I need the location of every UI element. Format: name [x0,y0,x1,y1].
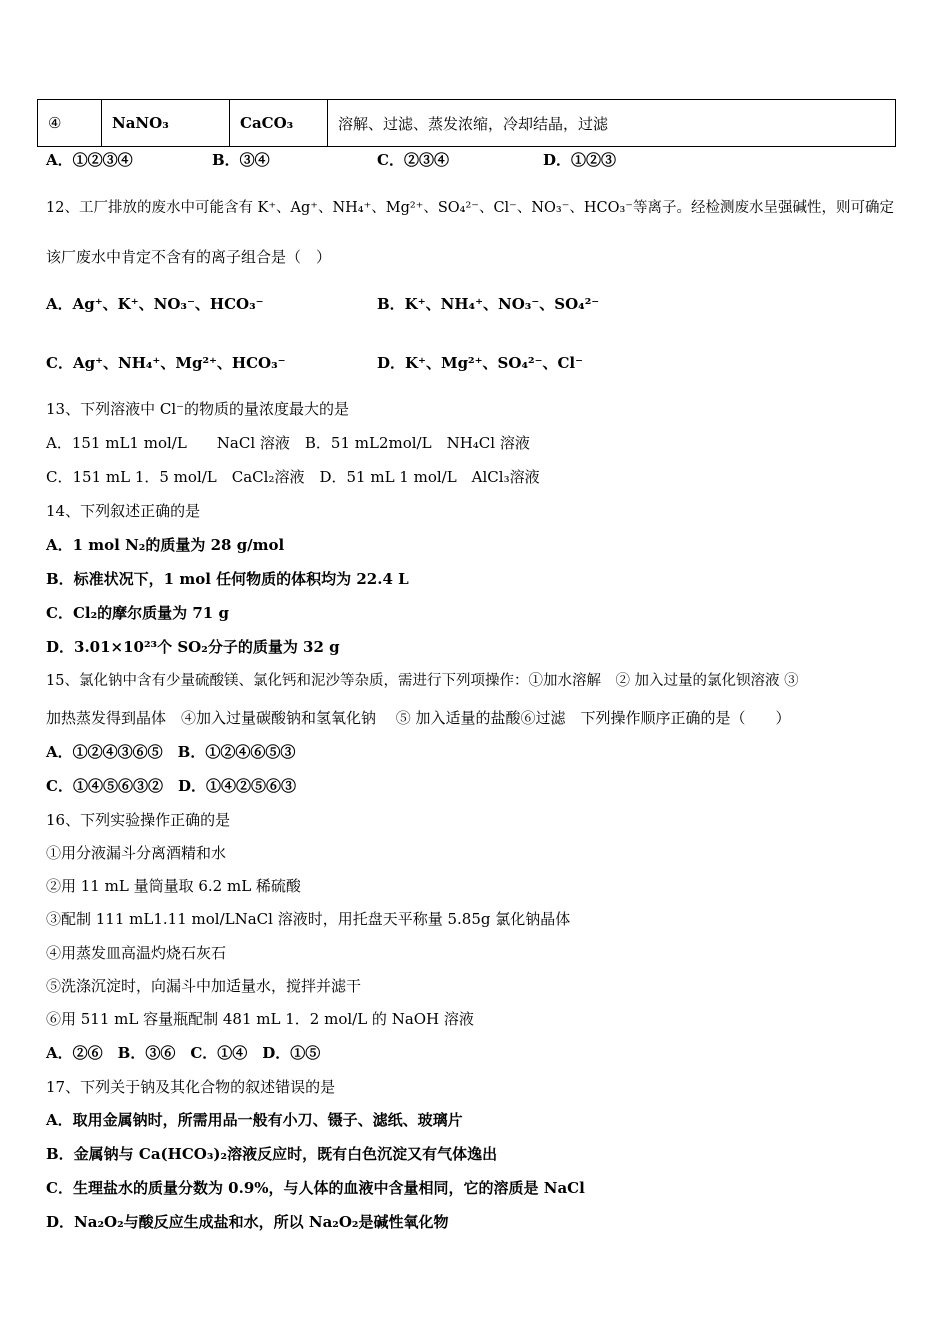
q12-option-a: A．Ag⁺、K⁺、NO₃⁻、HCO₃⁻ [46,295,264,313]
q15-stem-line2: 加热蒸发得到晶体 ④加入过量碳酸钠和氢氧化钠 ⑤ 加入适量的盐酸⑥过滤 下列操作顺序正确的是（ ） [46,709,791,727]
q17-option-d: D．Na₂O₂与酸反应生成盐和水，所以 Na₂O₂是碱性氧化物 [46,1213,449,1231]
method: 溶解、过滤、蒸发浓缩，冷却结晶，过滤 [328,100,896,147]
q16-item-2: ②用 11 mL 量筒量取 6.2 mL 稀硫酸 [46,877,301,895]
q16-item-6: ⑥用 511 mL 容量瓶配制 481 mL 1．2 mol/L 的 NaOH 溶液 [46,1010,474,1028]
reagent-1: NaNO₃ [102,100,230,147]
q13-options-line2: C．151 mL 1．5 mol/L CaCl₂溶液 D．51 mL 1 mol/L AlCl₃溶液 [46,468,540,486]
q12-option-c: C．Ag⁺、NH₄⁺、Mg²⁺、HCO₃⁻ [46,354,286,372]
q11-option-c: C．②③④ [377,151,449,169]
q16-item-3: ③配制 111 mL1.11 mol/LNaCl 溶液时，用托盘天平称量 5.85g 氯化钠晶体 [46,910,571,928]
q15-options-line1: A．①②④③⑥⑤ B．①②④⑥⑤③ [46,743,296,761]
q12-option-d: D．K⁺、Mg²⁺、SO₄²⁻、Cl⁻ [377,354,584,372]
q17-stem: 17、下列关于钠及其化合物的叙述错误的是 [46,1078,336,1096]
q12-stem-line1: 12、工厂排放的废水中可能含有 K⁺、Ag⁺、NH₄⁺、Mg²⁺、SO₄²⁻、Cl⁻、NO₃⁻、HCO₃⁻等离子。经检测废水呈强碱性，则可确定 [46,200,894,216]
q15-stem-line1: 15、氯化钠中含有少量硫酸镁、氯化钙和泥沙等杂质，需进行下列项操作：①加水溶解 ② 加入过量的氯化钡溶液 ③ [46,673,799,689]
q16-stem: 16、下列实验操作正确的是 [46,811,231,829]
q16-item-5: ⑤洗涤沉淀时，向漏斗中加适量水，搅拌并滤干 [46,977,362,995]
q14-option-c: C．Cl₂的摩尔质量为 71 g [46,604,229,622]
q14-option-a: A．1 mol N₂的质量为 28 g/mol [46,536,285,554]
q14-option-d: D．3.01×10²³个 SO₂分子的质量为 32 g [46,638,340,656]
table-row [38,100,896,147]
q15-options-line2: C．①④⑤⑥③② D．①④②⑤⑥③ [46,777,296,795]
q13-stem: 13、下列溶液中 Cl⁻的物质的量浓度最大的是 [46,400,350,418]
row-number: ④ [38,100,102,147]
q13-options-line1: A．151 mL1 mol/L NaCl 溶液 B．51 mL2mol/L NH₄Cl 溶液 [46,434,530,452]
q17-option-c: C．生理盐水的质量分数为 0.9%，与人体的血液中含量相同，它的溶质是 NaCl [46,1179,585,1197]
q17-option-a: A．取用金属钠时，所需用品一般有小刀、镊子、滤纸、玻璃片 [46,1111,463,1129]
q17-option-b: B．金属钠与 Ca(HCO₃)₂溶液反应时，既有白色沉淀又有气体逸出 [46,1145,498,1163]
reagent-2: CaCO₃ [230,100,328,147]
q16-item-4: ④用蒸发皿高温灼烧石灰石 [46,944,227,962]
q11-option-b: B．③④ [212,151,270,169]
q14-stem: 14、下列叙述正确的是 [46,502,201,520]
separation-table [37,99,896,147]
q11-option-d: D．①②③ [543,151,617,169]
q11-option-a: A．①②③④ [46,151,133,169]
q16-options: A．②⑥ B．③⑥ C．①④ D．①⑤ [46,1044,321,1062]
q16-item-1: ①用分液漏斗分离酒精和水 [46,844,227,862]
q14-option-b: B．标准状况下，1 mol 任何物质的体积均为 22.4 L [46,570,409,588]
q12-stem-line2: 该厂废水中肯定不含有的离子组合是（ ） [46,248,332,266]
q12-option-b: B．K⁺、NH₄⁺、NO₃⁻、SO₄²⁻ [377,295,600,313]
